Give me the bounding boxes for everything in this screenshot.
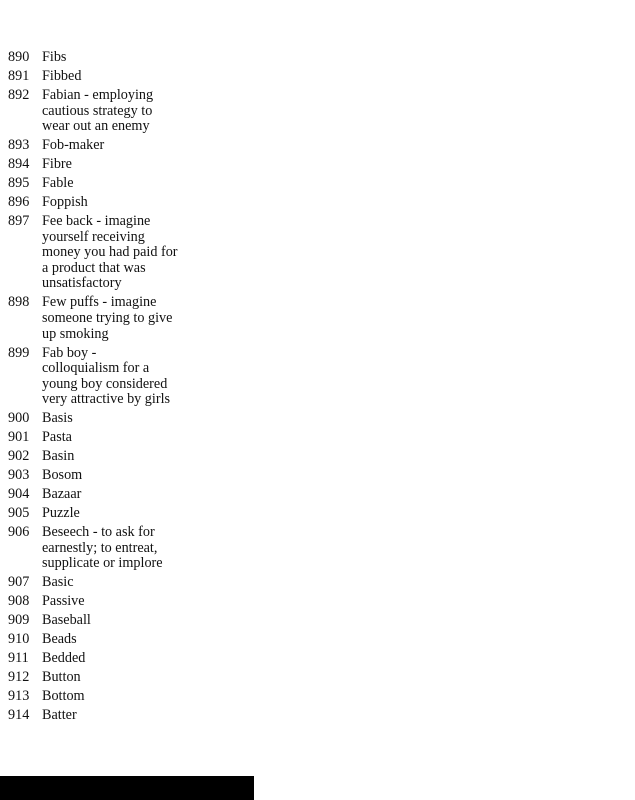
entry-text: Fibre [42,156,72,173]
entry-text: Foppish [42,194,88,211]
entry-number: 914 [8,707,30,724]
list-item [8,632,198,648]
list-item [8,430,198,446]
entry-number: 901 [8,429,30,446]
entry-number: 891 [8,67,30,84]
list-item [8,176,198,192]
entry-text: Pasta [42,429,72,446]
entry-text: Puzzle [42,505,80,522]
list-item [8,295,198,342]
list-item [8,195,198,211]
entry-text: Bazaar [42,486,82,503]
entry-text: Beads [42,631,77,648]
list-item [8,88,198,135]
entry-text: Basis [42,410,73,427]
entry-number: 894 [8,156,30,173]
list-item [8,506,198,522]
entry-number: 892 [8,86,30,103]
entry-number: 913 [8,688,30,705]
list-item [8,346,198,408]
entry-text: Basin [42,448,75,465]
list-item [8,157,198,173]
entry-number: 912 [8,669,30,686]
entry-number: 908 [8,593,30,610]
entry-number: 895 [8,175,30,192]
entry-text: Basic [42,574,74,591]
entry-text: Bedded [42,650,86,667]
list-item [8,69,198,85]
entry-number: 899 [8,344,30,361]
entry-number: 903 [8,467,30,484]
list-item [8,50,198,66]
entry-text: Few puffs - imagine someone trying to give up smoking [42,294,173,342]
entry-text: Bottom [42,688,85,705]
entry-number: 902 [8,448,30,465]
list-item [8,689,198,705]
list-item [8,670,198,686]
entry-text: Beseech - to ask for earnestly; to entreat, supplicate or implore [42,524,163,572]
list-item [8,708,198,724]
entry-text: Fob-maker [42,137,105,154]
entry-text: Fibbed [42,67,82,84]
entry-number: 897 [8,213,30,230]
entry-number: 907 [8,574,30,591]
entry-text: Button [42,669,81,686]
entry-number: 890 [8,49,30,65]
entry-number: 904 [8,486,30,503]
entry-number: 910 [8,631,30,648]
entry-text: Fee back - imagine yourself receiving money you had paid for a product that was unsatisfactory [42,213,178,292]
entry-number: 909 [8,612,30,629]
list-item [8,214,198,292]
entry-text: Bosom [42,467,83,484]
entry-text: Fabian - employing cautious strategy to wear out an enemy [42,86,154,135]
entry-text: Fab boy - colloquialism for a young boy considered very attractive by girls [42,344,171,408]
list-item [8,449,198,465]
entry-number: 893 [8,137,30,154]
entry-number: 911 [8,650,29,667]
entry-text: Fibs [42,49,67,65]
entry-text: Passive [42,593,85,610]
entry-text: Batter [42,707,77,724]
list-item [8,487,198,503]
list-item [8,411,198,427]
list-item [8,138,198,154]
list-item [8,575,198,591]
entry-number: 898 [8,294,30,311]
list-item [8,613,198,629]
scan-edge-black-bar [0,776,254,800]
list-item [8,525,198,572]
entry-number: 906 [8,524,30,541]
entry-number: 896 [8,194,30,211]
entry-text: Baseball [42,612,91,629]
numbered-word-list [8,50,198,727]
list-item [8,468,198,484]
entry-number: 905 [8,505,30,522]
entry-text: Fable [42,175,74,192]
entry-number: 900 [8,410,30,427]
list-item [8,594,198,610]
list-item [8,651,198,667]
